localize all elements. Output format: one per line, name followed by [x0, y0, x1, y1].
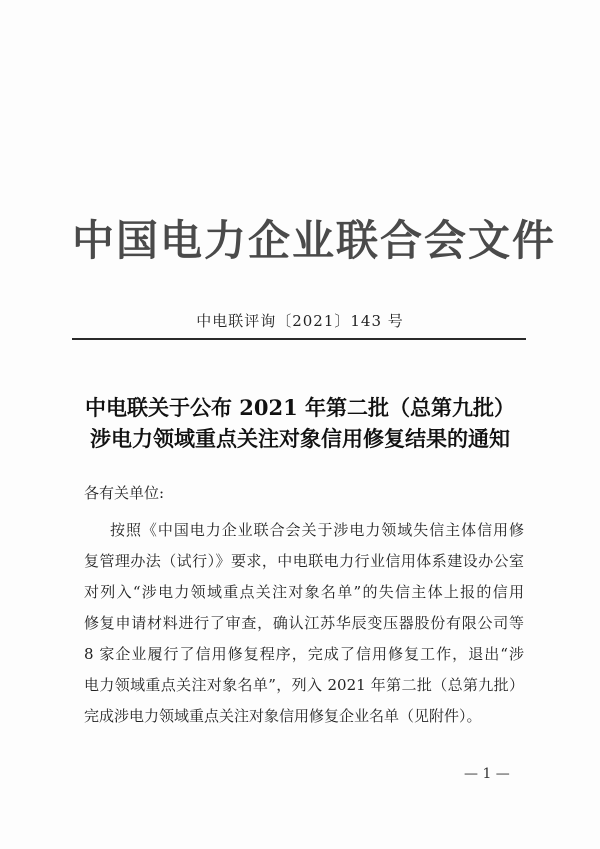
- issuer-header-title: 中国电力企业联合会文件: [72, 216, 557, 265]
- body-line-2: 复管理办法（试行）》要求，中电联电力行业信用体系建设办公室: [84, 552, 524, 570]
- header-divider: [72, 338, 526, 340]
- notice-title-line-2: 涉电力领域重点关注对象信用修复结果的通知: [90, 426, 510, 451]
- salutation: 各有关单位:: [84, 484, 165, 502]
- document-number: 中电联评询〔2021〕143 号: [196, 312, 404, 330]
- body-line-3: 对列入“涉电力领域重点关注对象名单”的失信主体上报的信用: [84, 583, 524, 601]
- body-line-4: 修复申请材料进行了审查，确认江苏华辰变压器股份有限公司等: [84, 614, 524, 632]
- page-number: — 1 —: [464, 766, 510, 782]
- body-line-7: 完成涉电力领域重点关注对象信用修复企业名单（见附件）。: [84, 707, 482, 725]
- notice-title: [60, 392, 540, 454]
- body-paragraph: [84, 515, 524, 732]
- body-line-6: 电力领域重点关注对象名单”，列入 2021 年第二批（总第九批）: [84, 676, 524, 694]
- body-line-1: 按照《中国电力企业联合会关于涉电力领域失信主体信用修: [110, 521, 524, 539]
- notice-title-line-1: 中电联关于公布 2021 年第二批（总第九批）: [84, 395, 516, 420]
- body-line-5: 8 家企业履行了信用修复程序，完成了信用修复工作，退出“涉: [84, 645, 524, 663]
